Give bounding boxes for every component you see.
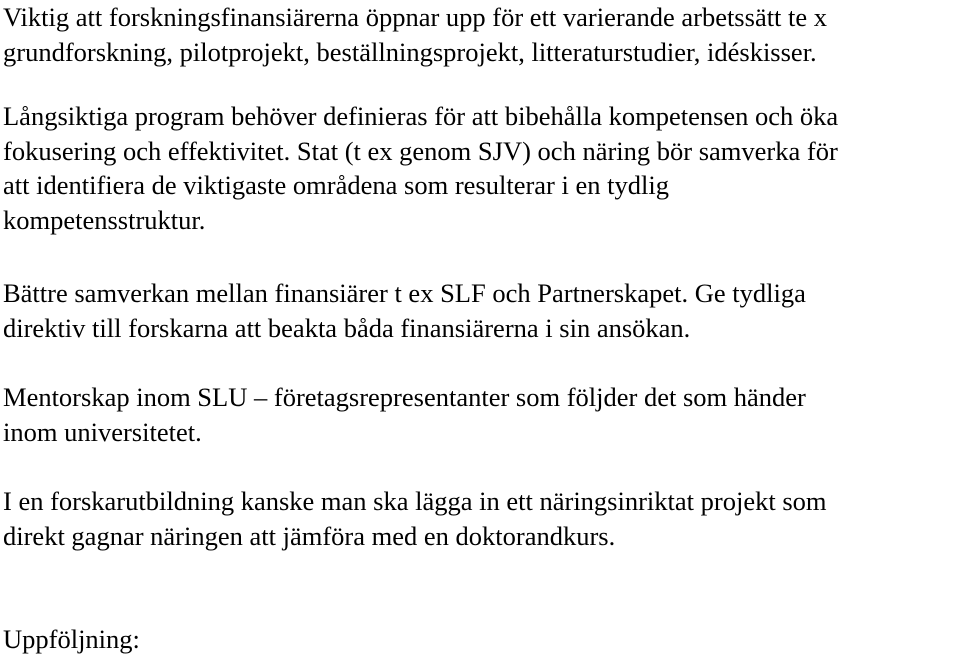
- paragraph-mentorship: Mentorskap inom SLU – företagsrepresentanter som följder det som händer inom universitetet.: [3, 382, 806, 447]
- section-heading-follow-up: Uppföljning:: [3, 624, 140, 654]
- paragraph-funding-flexibility: Viktig att forskningsfinansiärerna öppnar upp för ett varierande arbetssätt te x grundforskning, pilotprojekt, beställningsprojekt, litteraturstudier, idéskisser.: [3, 2, 828, 67]
- paragraph-researcher-education: I en forskarutbildning kanske man ska lägga in ett näringsinriktat projekt som direkt gagnar näringen att jämföra med en doktorandkurs.: [3, 486, 827, 551]
- paragraph-long-term-programs: Långsiktiga program behöver definieras för att bibehålla kompetensen och öka fokusering och effektivitet. Stat (t ex genom SJV) och näring bör samverka för att identifiera de viktigaste områdena som resulterar i en tydlig kompetensstruktur.: [3, 101, 839, 235]
- paragraph-funder-collaboration: Bättre samverkan mellan finansiärer t ex SLF och Partnerskapet. Ge tydliga direktiv till forskarna att beakta båda finansiärerna i sin ansökan.: [3, 278, 806, 343]
